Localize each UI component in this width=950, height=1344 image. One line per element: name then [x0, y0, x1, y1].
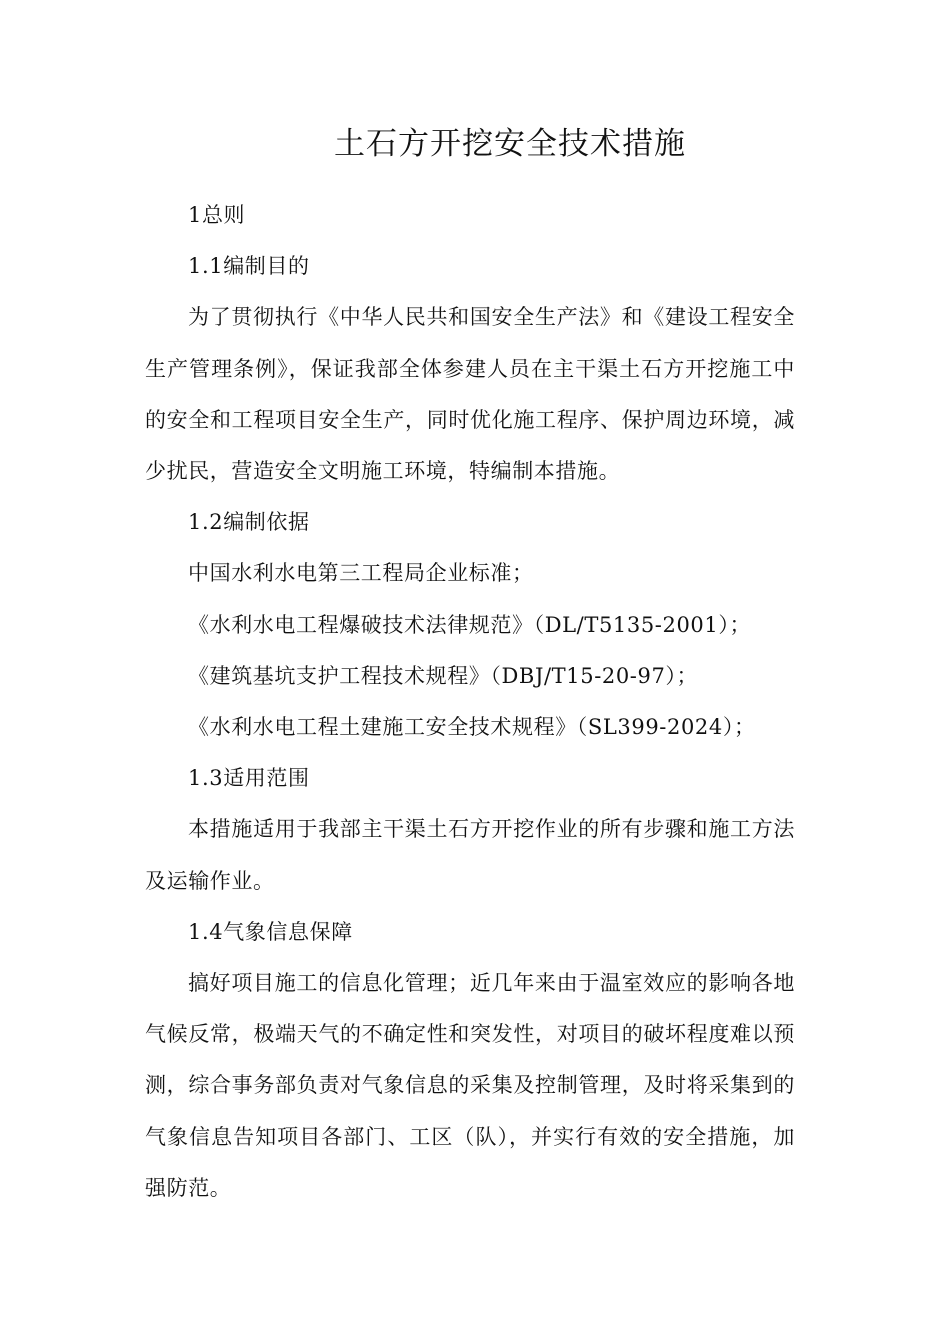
- paragraph-scope: 本措施适用于我部主干渠土石方开挖作业的所有步骤和施工方法及运输作业。: [145, 817, 795, 893]
- document-body: [145, 190, 795, 1214]
- paragraph-purpose: 为了贯彻执行《中华人民共和国安全生产法》和《建设工程安全生产管理条例》，保证我部全体参建人员在主干渠土石方开挖施工中的安全和工程项目安全生产，同时优化施工程序、保护周边环境，减少扰民，营造安全文明施工环境，特编制本措施。: [145, 305, 795, 484]
- basis-item: 《水利水电工程土建施工安全技术规程》（SL399-2024）；: [188, 715, 756, 740]
- heading-general: 1总则: [188, 203, 246, 227]
- basis-item: 中国水利水电第三工程局企业标准；: [188, 561, 534, 586]
- heading-scope: 1.3适用范围: [188, 766, 310, 791]
- heading-purpose: 1.1编制目的: [188, 254, 310, 279]
- document-title: 土石方开挖安全技术措施: [334, 126, 686, 162]
- basis-item: 《水利水电工程爆破技术法律规范》（DL/T5135-2001）；: [188, 612, 752, 637]
- basis-item: 《建筑基坑支护工程技术规程》（DBJ/T15-20-97）；: [188, 663, 699, 688]
- heading-basis: 1.2编制依据: [188, 510, 310, 535]
- heading-weather: 1.4气象信息保障: [188, 919, 353, 944]
- paragraph-weather: 搞好项目施工的信息化管理；近几年来由于温室效应的影响各地气候反常，极端天气的不确定性和突发性，对项目的破坏程度难以预测，综合事务部负责对气象信息的采集及控制管理，及时将采集到的气象信息告知项目各部门、工区（队），并实行有效的安全措施，加强防范。: [145, 971, 795, 1200]
